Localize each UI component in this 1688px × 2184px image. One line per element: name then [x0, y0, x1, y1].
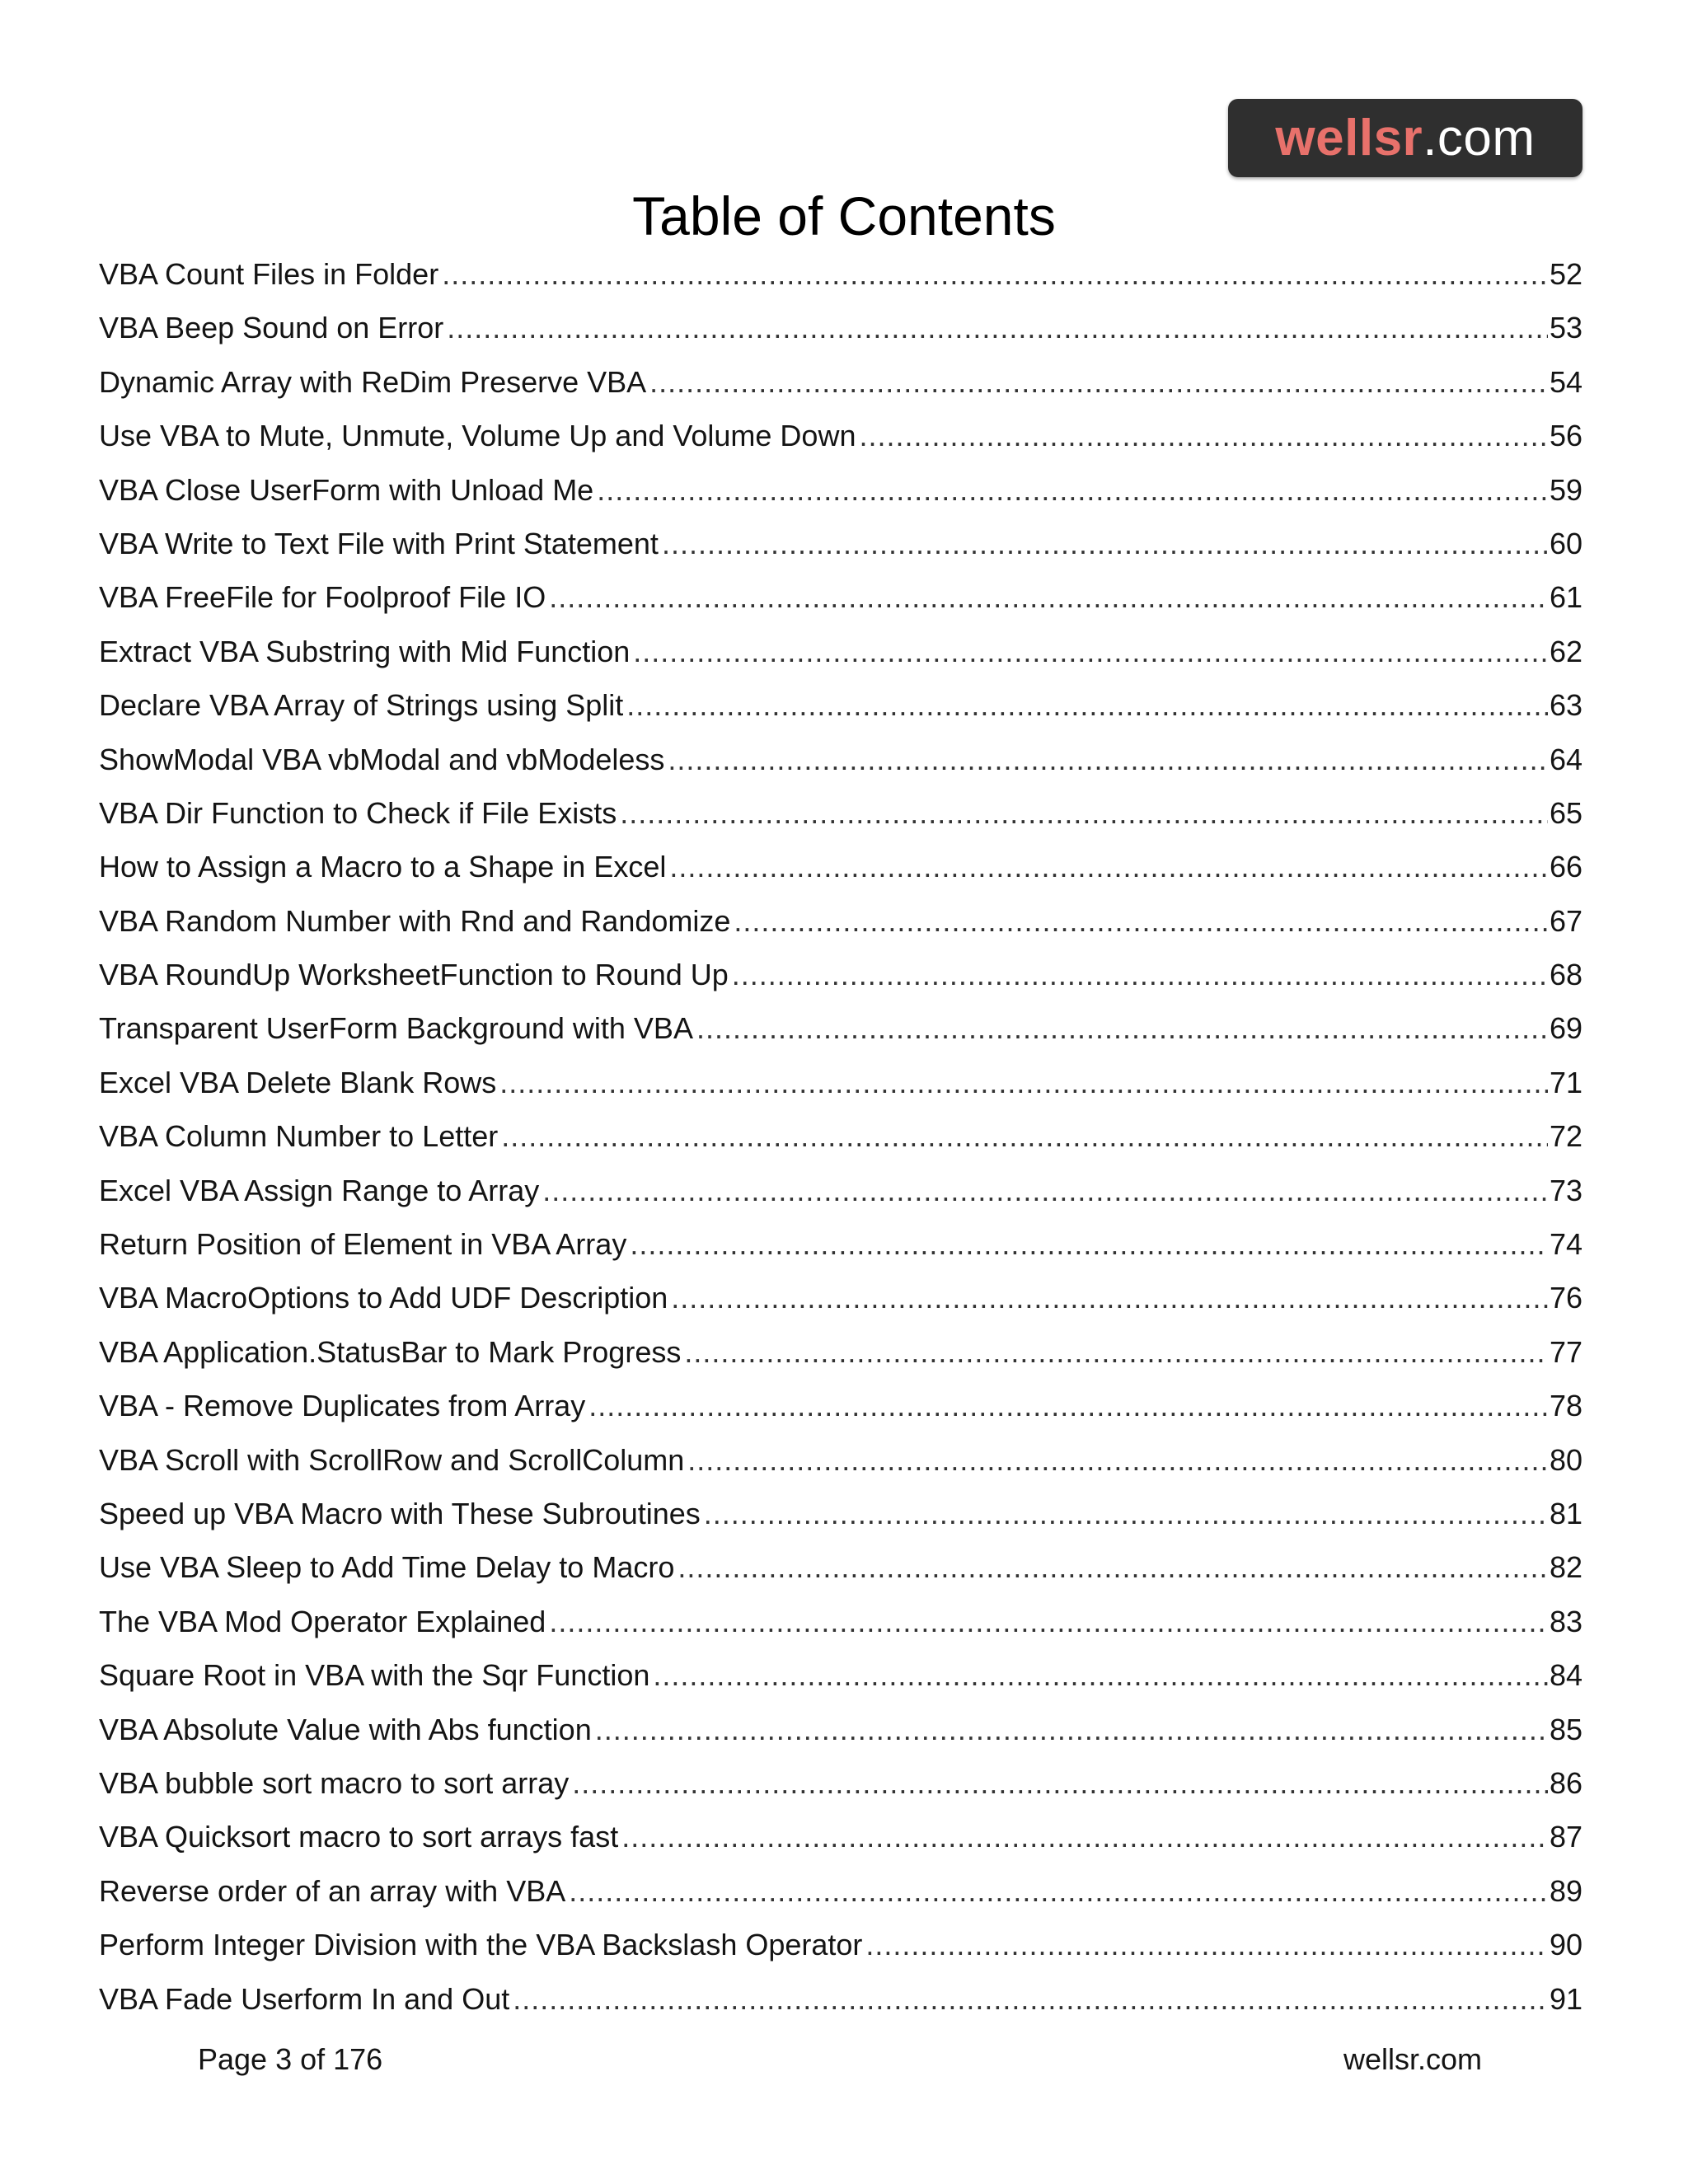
toc-entry-title: Perform Integer Division with the VBA Backslash Operator: [99, 1928, 863, 1962]
toc-dot-leader: [621, 1810, 1548, 1863]
toc-entry[interactable]: [99, 1325, 1582, 1379]
toc-entry[interactable]: [99, 1756, 1582, 1810]
toc-entry[interactable]: [99, 894, 1582, 948]
toc-entry-title: VBA Fade Userform In and Out: [99, 1981, 510, 2016]
toc-dot-leader: [588, 1379, 1548, 1432]
toc-entry-title: VBA Random Number with Rnd and Randomize: [99, 903, 731, 938]
toc-entry[interactable]: [99, 1001, 1582, 1055]
toc-entry-title: Square Root in VBA with the Sqr Function: [99, 1658, 650, 1693]
toc-entry-title: ShowModal VBA vbModal and vbModeless: [99, 742, 665, 776]
toc-entry-page: 60: [1549, 526, 1582, 560]
toc-entry-page: 63: [1549, 688, 1582, 723]
toc-dot-leader: [669, 840, 1548, 893]
toc-entry-title: VBA FreeFile for Foolproof File IO: [99, 580, 546, 615]
toc-entry-title: VBA Quicksort macro to sort arrays fast: [99, 1820, 619, 1854]
toc-dot-leader: [633, 625, 1548, 678]
toc-entry-page: 52: [1549, 257, 1582, 291]
toc-entry-page: 89: [1549, 1873, 1582, 1908]
toc-entry-page: 64: [1549, 742, 1582, 776]
toc-dot-leader: [687, 1433, 1548, 1487]
toc-entry[interactable]: [99, 625, 1582, 678]
toc-entry-page: 56: [1549, 419, 1582, 453]
toc-entry-title: How to Assign a Macro to a Shape in Excel: [99, 850, 667, 884]
toc-entry[interactable]: [99, 1487, 1582, 1540]
toc-entry[interactable]: [99, 733, 1582, 786]
table-of-contents: [99, 247, 1582, 2026]
toc-entry[interactable]: [99, 1271, 1582, 1324]
page-title: Table of Contents: [632, 185, 1056, 246]
toc-dot-leader: [513, 1972, 1548, 2026]
toc-entry[interactable]: [99, 463, 1582, 517]
toc-entry[interactable]: [99, 1648, 1582, 1702]
toc-entry-title: Use VBA Sleep to Add Time Delay to Macro: [99, 1550, 675, 1585]
toc-dot-leader: [678, 1540, 1548, 1594]
toc-entry-page: 77: [1549, 1334, 1582, 1369]
toc-entry-page: 82: [1549, 1550, 1582, 1585]
toc-dot-leader: [549, 1595, 1548, 1648]
toc-entry-title: VBA Close UserForm with Unload Me: [99, 472, 594, 507]
toc-entry[interactable]: [99, 1703, 1582, 1756]
toc-entry[interactable]: [99, 1379, 1582, 1432]
toc-dot-leader: [649, 355, 1548, 409]
toc-dot-leader: [696, 1001, 1548, 1055]
toc-entry-page: 66: [1549, 850, 1582, 884]
toc-entry[interactable]: [99, 570, 1582, 624]
toc-entry[interactable]: [99, 1810, 1582, 1863]
toc-entry-page: 53: [1549, 311, 1582, 345]
toc-entry-title: Use VBA to Mute, Unmute, Volume Up and Volume Down: [99, 419, 856, 453]
toc-dot-leader: [859, 409, 1547, 462]
toc-entry[interactable]: [99, 409, 1582, 462]
toc-entry-page: 61: [1549, 580, 1582, 615]
toc-entry-title: VBA Dir Function to Check if File Exists: [99, 795, 617, 830]
toc-entry[interactable]: [99, 1540, 1582, 1594]
toc-entry-title: VBA Column Number to Letter: [99, 1119, 499, 1154]
toc-entry[interactable]: [99, 948, 1582, 1001]
toc-entry[interactable]: [99, 355, 1582, 409]
toc-entry[interactable]: [99, 786, 1582, 840]
toc-dot-leader: [597, 463, 1548, 517]
toc-entry[interactable]: [99, 247, 1582, 301]
toc-entry[interactable]: [99, 1217, 1582, 1271]
footer-site: wellsr.com: [1343, 2042, 1483, 2076]
toc-dot-leader: [620, 786, 1548, 840]
toc-entry-page: 78: [1549, 1389, 1582, 1423]
toc-dot-leader: [447, 301, 1548, 354]
toc-entry-title: VBA bubble sort macro to sort array: [99, 1765, 570, 1800]
toc-entry-title: VBA Write to Text File with Print Statement: [99, 526, 659, 560]
toc-entry[interactable]: [99, 840, 1582, 893]
toc-entry[interactable]: [99, 678, 1582, 732]
toc-entry-title: The VBA Mod Operator Explained: [99, 1604, 546, 1638]
toc-dot-leader: [572, 1756, 1548, 1810]
toc-entry-page: 54: [1549, 364, 1582, 399]
toc-entry-title: VBA Count Files in Folder: [99, 257, 439, 291]
logo-tld-text: .com: [1423, 109, 1536, 166]
toc-entry-page: 74: [1549, 1227, 1582, 1262]
toc-entry-title: Return Position of Element in VBA Array: [99, 1227, 627, 1262]
toc-entry[interactable]: [99, 1595, 1582, 1648]
toc-entry-page: 65: [1549, 795, 1582, 830]
footer-page-number: Page 3 of 176: [198, 2042, 383, 2076]
toc-entry[interactable]: [99, 1918, 1582, 1971]
toc-entry[interactable]: [99, 1109, 1582, 1163]
toc-entry-page: 69: [1549, 1011, 1582, 1046]
toc-entry-title: Speed up VBA Macro with These Subroutines: [99, 1496, 701, 1530]
toc-entry[interactable]: [99, 1164, 1582, 1217]
toc-dot-leader: [499, 1056, 1548, 1109]
logo-brand-text: wellsr: [1275, 109, 1423, 166]
toc-entry-title: VBA MacroOptions to Add UDF Description: [99, 1281, 668, 1315]
toc-entry-page: 72: [1549, 1119, 1582, 1154]
toc-entry-page: 80: [1549, 1442, 1582, 1477]
toc-dot-leader: [653, 1648, 1548, 1702]
toc-entry-page: 59: [1549, 472, 1582, 507]
toc-dot-leader: [662, 517, 1548, 570]
toc-entry-title: Declare VBA Array of Strings using Split: [99, 688, 624, 723]
toc-entry-title: VBA Beep Sound on Error: [99, 311, 444, 345]
toc-dot-leader: [549, 570, 1548, 624]
toc-entry-page: 81: [1549, 1496, 1582, 1530]
toc-entry[interactable]: [99, 1433, 1582, 1487]
toc-dot-leader: [626, 678, 1548, 732]
toc-entry-title: Extract VBA Substring with Mid Function: [99, 634, 631, 668]
toc-entry-title: Reverse order of an array with VBA: [99, 1873, 566, 1908]
toc-entry-page: 85: [1549, 1712, 1582, 1746]
toc-dot-leader: [732, 948, 1548, 1001]
toc-dot-leader: [668, 733, 1548, 786]
toc-entry-page: 68: [1549, 958, 1582, 992]
toc-entry-title: VBA RoundUp WorksheetFunction to Round Up: [99, 958, 729, 992]
toc-entry-title: VBA Application.StatusBar to Mark Progress: [99, 1334, 682, 1369]
toc-entry[interactable]: [99, 517, 1582, 570]
toc-entry-page: 62: [1549, 634, 1582, 668]
toc-entry-page: 71: [1549, 1065, 1582, 1099]
toc-dot-leader: [501, 1109, 1548, 1163]
toc-dot-leader: [569, 1864, 1548, 1918]
toc-entry-page: 67: [1549, 903, 1582, 938]
toc-entry-title: Excel VBA Delete Blank Rows: [99, 1065, 497, 1099]
toc-entry-title: Excel VBA Assign Range to Array: [99, 1173, 540, 1207]
toc-entry-page: 73: [1549, 1173, 1582, 1207]
toc-dot-leader: [671, 1271, 1548, 1324]
toc-entry-title: VBA Absolute Value with Abs function: [99, 1712, 592, 1746]
toc-dot-leader: [684, 1325, 1548, 1379]
toc-entry-page: 90: [1549, 1928, 1582, 1962]
toc-entry[interactable]: [99, 1864, 1582, 1918]
toc-dot-leader: [630, 1217, 1548, 1271]
toc-dot-leader: [734, 894, 1548, 948]
toc-entry-page: 84: [1549, 1658, 1582, 1693]
toc-entry-title: Transparent UserForm Background with VBA: [99, 1011, 693, 1046]
toc-entry-title: VBA - Remove Duplicates from Array: [99, 1389, 586, 1423]
toc-entry-page: 76: [1549, 1281, 1582, 1315]
toc-entry-title: VBA Scroll with ScrollRow and ScrollColumn: [99, 1442, 685, 1477]
toc-dot-leader: [542, 1164, 1548, 1217]
toc-entry-page: 91: [1549, 1981, 1582, 2016]
toc-entry-page: 86: [1549, 1765, 1582, 1800]
toc-entry[interactable]: [99, 1056, 1582, 1109]
wellsr-logo: [1228, 99, 1582, 177]
toc-entry-title: Dynamic Array with ReDim Preserve VBA: [99, 364, 647, 399]
toc-dot-leader: [865, 1918, 1548, 1971]
toc-dot-leader: [595, 1703, 1548, 1756]
toc-entry[interactable]: [99, 1972, 1582, 2026]
toc-dot-leader: [442, 247, 1548, 301]
toc-dot-leader: [704, 1487, 1548, 1540]
toc-entry-page: 87: [1549, 1820, 1582, 1854]
toc-entry-page: 83: [1549, 1604, 1582, 1638]
toc-entry[interactable]: [99, 301, 1582, 354]
